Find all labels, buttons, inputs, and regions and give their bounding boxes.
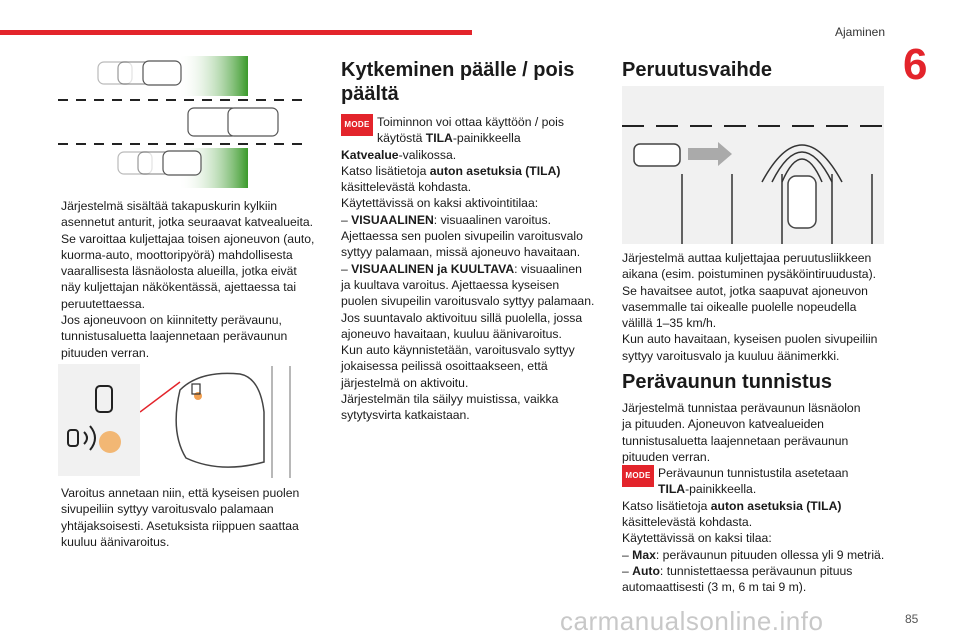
text-line: järjestelmä on aktivoitu. [341,375,469,390]
text-line: Järjestelmä tunnistaa perävaunun läsnäolon [622,401,861,415]
page-number: 85 [905,612,919,626]
text-bold: Katvealue [341,147,399,162]
text-bold: Max [632,547,656,562]
text-line: asennetut anturit, jotka seuraavat katvealueita. [61,215,314,230]
side-mirror-illustration [140,362,310,478]
text-line: aikana (esim. poistuminen pysäköintiruudusta). [622,267,877,282]
text-line: välillä 1–35 km/h. [622,316,717,331]
text-line: yhtäjaksoisesti. Asetuksista riippuen saattaa [61,518,299,533]
dash: – [622,563,633,578]
blind-spot-illustration [58,52,310,192]
section-heading: Peruutusvaihde [622,59,773,81]
text-bold: Auto [632,563,660,578]
text-line: syttyy varoitusvalo ja kuuluu äänimerkki. [622,348,840,363]
text-line: Jos suuntavalo aktivoituu sillä puolella, jossa [341,310,583,325]
text-line: ajoneuvo havaitaan, kuuluu äänivaroitus. [341,326,562,341]
watermark: carmanualsonline.info [560,606,824,636]
section-heading: Perävaunun tunnistus [622,371,833,393]
text-line: automaattisesti (3 m, 6 m tai 9 m). [622,580,807,595]
text-line: Käytettävissä on kaksi tilaa: [622,531,772,546]
mode-note-text [658,465,848,498]
text-line: Käytettävissä on kaksi aktivointitilaa: [341,196,539,211]
text-line: kuorma-auto, moottoripyörä) mahdollisesta [61,247,293,262]
mode-note [622,465,890,498]
text-line: ja pituuden. Ajoneuvon katvealueiden [622,417,824,432]
text-fragment: : visuaalinen [514,261,582,276]
text-line: Järjestelmän tila säilyy muistissa, vaikka [341,392,559,407]
col1-paragraph-1 [61,198,316,361]
section-heading [341,58,596,106]
text-fragment: -valikossa. [398,147,457,162]
text-line: Kun auto havaitaan, kyseisen puolen sivupeiliin [622,332,878,347]
text-line: tunnistusaluetta laajennetaan perävaunun [622,433,849,448]
text-fragment: -painikkeella [452,131,521,146]
text-line: Järjestelmä sisältää takapuskurin kylkiin [61,199,278,213]
text-bold: TILA [658,482,686,497]
text-line: pituuden verran. [61,345,150,360]
text-bold: VISUAALINEN [351,212,434,227]
text-line: kuuluu äänivaroitus. [61,534,170,549]
dash: – [341,212,352,227]
text-line: sytytysvirta katkaistaan. [341,408,470,423]
col1-paragraph-2 [61,485,316,550]
text-line: Varoitus annetaan niin, että kyseisen puolen [61,486,300,500]
text-line: peruutettaessa. [61,296,146,311]
header-red-bar [0,30,472,35]
col3-paragraph-1 [622,250,890,364]
warning-icon-panel [58,364,140,476]
col2-content [341,58,596,424]
text-bold: VISUAALINEN ja KUULTAVA [351,261,515,276]
text-bold: auton asetuksia (TILA) [710,498,842,513]
dash: – [622,547,633,562]
mode-note [341,114,596,147]
text-line: jokaisessa peilissä osoittaakseen, että [341,359,548,374]
text-line: pituuden verran. [622,449,711,464]
section-title: Ajaminen [834,25,885,39]
mode-badge: MODE [622,465,654,487]
text-line: tunnistusaluetta laajennetaan perävaunun [61,329,288,344]
text-fragment: Katso lisätietoja [622,498,711,513]
text-line: puolen sivupeilin varoitusvalo syttyy palamaan. [341,294,595,309]
text-line: syttyy palamaan, missä ajoneuvo havaitaan. [341,245,581,260]
text-line: käsittelevästä kohdasta. [341,180,472,195]
text-bold: auton asetuksia (TILA) [429,163,561,178]
text-line: Järjestelmä auttaa kuljettajaa peruutusliikkeen [622,251,872,265]
text-line: vaarallisesta läsnäolosta alueilla, jotka eivät [61,264,297,279]
reverse-gear-illustration [622,86,884,244]
chapter-number: 6 [903,40,928,89]
text-line: vasemmalle tai oikealle puolelle nopeudella [622,299,857,314]
blind-spot-warning-icon [58,364,140,476]
text-fragment: : perävaunun pituuden ollessa yli 9 metriä. [655,547,885,562]
text-line: Ajettaessa sen puolen sivupeilin varoitusvalo [341,229,583,244]
text-fragment: : visuaalinen varoitus. [433,212,551,227]
text-fragment: Katso lisätietoja [341,163,430,178]
text-fragment: : tunnistettaessa perävaunun pituus [659,563,853,578]
text-bold: TILA [425,131,453,146]
text-line: Se varoittaa kuljettajaa toisen ajoneuvon (auto, [61,231,315,246]
text-line: Jos ajoneuvoon on kiinnitetty perävaunu, [61,313,282,328]
text-line: käsittelevästä kohdasta. [622,515,753,530]
text-line: ja kuultava varoitus. Ajettaessa kyseisen [341,277,560,292]
heading-line: päältä [341,83,399,105]
heading-line: Kytkeminen päälle / pois [341,59,575,81]
text-fragment: -painikkeella. [685,482,757,497]
text-fragment: käytöstä [377,131,426,146]
text-line: Toiminnon voi ottaa käyttöön / pois [377,115,564,129]
text-line: Perävaunun tunnistustila asetetaan [658,466,849,481]
dash: – [341,261,352,276]
col3-content [622,58,890,82]
text-line: Kun auto käynnistetään, varoitusvalo syttyy [341,343,575,358]
mode-note-text [377,114,564,147]
col3-trailer-section [622,370,890,596]
mode-badge: MODE [341,114,373,136]
text-line: sivupeiliin syttyy varoitusvalo palamaan [61,502,274,517]
text-line: näy kuljettajan näkökentässä, ajettaessa tai [61,280,297,295]
text-line: Se havaitsee autot, jotka saapuvat ajoneuvon [622,283,868,298]
